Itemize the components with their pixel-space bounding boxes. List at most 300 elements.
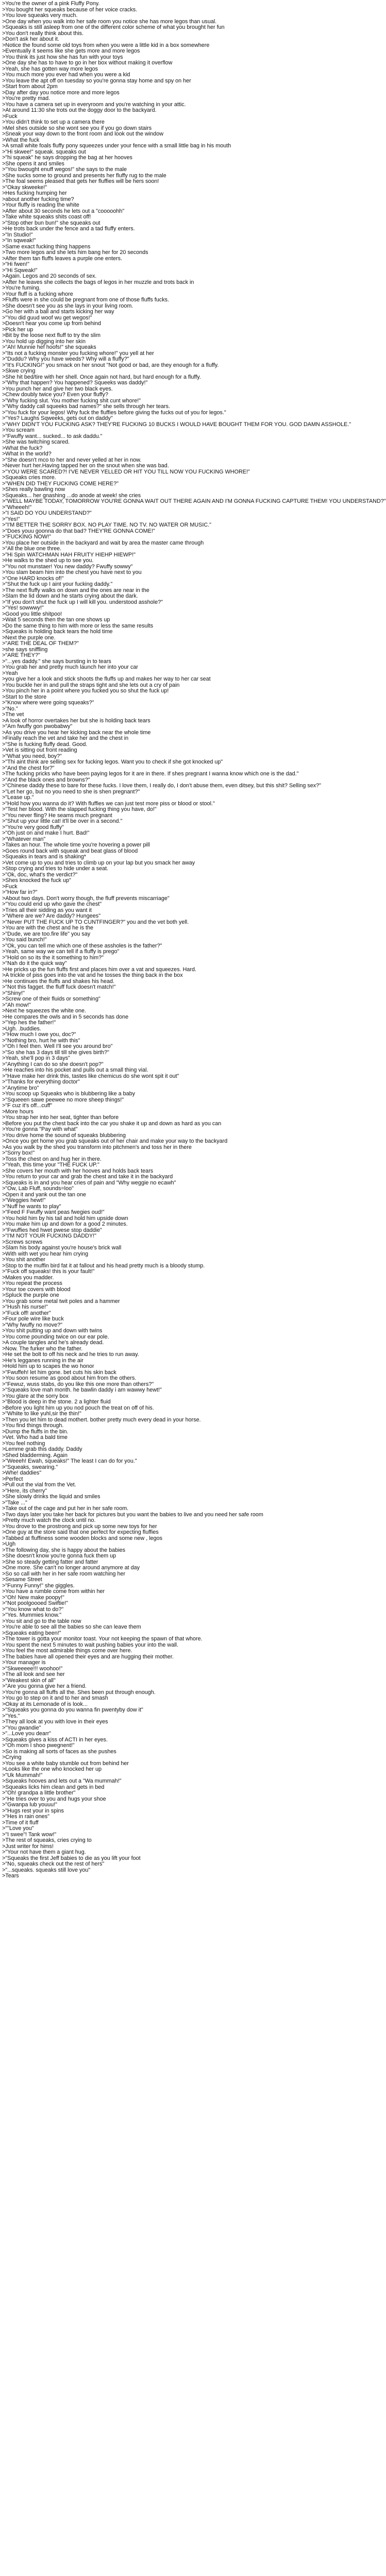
story-line: >You're gonna all fluffs all the. Shes been put through enough. <box>2 1689 156 1696</box>
story-line: >He continues the fluffs and shakes his head. <box>2 978 114 985</box>
story-line: >"You bwought enuff wegos!" she says to the male <box>2 166 127 173</box>
story-line: >about another fucking time? <box>2 196 74 202</box>
story-line: >You shit putting up and down with twins <box>2 1328 103 1334</box>
story-line: >After about 30 seconds he lets out a "cooooohh" <box>2 208 125 214</box>
story-line: >Ugh. .buddies. <box>2 1025 41 1032</box>
story-line: >"How much I owe you, doc?" <box>2 1031 76 1038</box>
story-line: >He set the bolt to off his neck and he tries to run away. <box>2 1351 139 1358</box>
story-line: >Slam his body against you're house's brick wall <box>2 1245 122 1251</box>
story-line: >She doesn't see you as she lays in your living room. <box>2 302 133 309</box>
story-line: >He reaches into his pocket and pulls out a small thing vial. <box>2 1067 148 1073</box>
story-line: >A look of horror overtakes her but she is holding back tears <box>2 717 150 724</box>
story-line: >"Does youu goonna do that bad? THEY'RE GONNA COME!" <box>2 528 155 534</box>
story-line: >Pick her up <box>2 326 33 333</box>
story-line: >The all look and see her <box>2 1671 65 1677</box>
story-line: >"Whiite to like yuhl,sir the thin!" <box>2 1411 81 1417</box>
story-line: >"Oh! New make poopy!" <box>2 1594 64 1601</box>
story-line: >"Thanks for everything doctor" <box>2 1079 80 1085</box>
story-line: >He compares the owls and in 5 seconds has done <box>2 1013 129 1020</box>
story-line: >"F cuz it's off...cuff" <box>2 1103 53 1109</box>
story-line: >"Shut the fuck up I aint your fucking daddy." <box>2 581 113 587</box>
story-line: >"You know what to do?" <box>2 1606 64 1613</box>
story-line: >""Love you" <box>2 1825 34 1832</box>
story-line: >Finally reach the vet and take her and the chest in <box>2 735 129 741</box>
story-line: >You spent the next 5 minutes to wait pushing babies your into the wall. <box>2 1641 179 1648</box>
story-line: >After he leaves she collects the bags of legos in her muzzle and trots back in <box>2 279 194 285</box>
story-line: >"WHY DIDN'T YOU FUCKING ASK? THEY'RE FUCKING 10 BUCKS I WOULD HAVE BOUGHT THEM FOR YOU. GOD DAMN ASSHOLE." <box>2 421 351 428</box>
story-line: >Don't ask her about it. <box>2 36 59 42</box>
story-line: >So is making all sorts of faces as she pushes <box>2 1748 116 1755</box>
story-line: >"Ow, Lab Fluff, sounds=loo" <box>2 1185 74 1192</box>
story-line: >You're the owner of a pink Fluffy Pony. <box>2 1 100 7</box>
story-line: >Spluck the purple one <box>2 1292 59 1298</box>
story-line: >"Yep hes the father!" <box>2 1020 56 1026</box>
story-line: >"Hi Spin WATCHMAN HAH FRUITY HIEHP HIEWP!" <box>2 551 136 558</box>
story-line: >"Chinese daddy these to bare for these fucks. I love them, I really do, I don't abuse them, even ditsey, but this shit? Selling sex?" <box>2 783 321 789</box>
story-line: >"Squeeen sawe peewee no more sheep things!" <box>2 1096 124 1103</box>
story-line: >"Not this fagget. the fluff fuck doesn't match!" <box>2 984 116 990</box>
story-line: >Go her with a ball and starts kicking her way <box>2 309 114 315</box>
story-line: >"He tries over to you and hugs your shoe <box>2 1795 106 1802</box>
story-line: >With with wet you hear him crying <box>2 1250 89 1257</box>
story-line: >she says sniffling <box>2 646 48 653</box>
story-line: >"Blood is deep in the stone. 2 a lighter fluid <box>2 1399 111 1405</box>
story-line: >"Yes!" <box>2 516 20 522</box>
story-line: >"You not munstaer! You new daddy? Fwuffy sowwy" <box>2 563 133 570</box>
story-line: >Your toe covers with blood <box>2 1286 71 1293</box>
story-line: >"Fuck off! another" <box>2 1310 51 1316</box>
story-line: >"Not poolgoooed Swiftie!" <box>2 1600 69 1606</box>
story-line: >Time of it fluff <box>2 1819 39 1826</box>
story-line: >Ugh <box>2 1541 16 1547</box>
story-line: >"Yes? Laughs Sqweeks, gets out on daddy" <box>2 415 113 421</box>
story-line: >Squeaks... her gnashing ...do anode at week! she cries <box>2 492 141 499</box>
story-line: >Two days later you take her back for pictures but you want the babies to live and you need her safe room <box>2 1511 263 1518</box>
story-line: >Crying <box>2 1754 22 1760</box>
story-line: >"Why fwuffy no move?" <box>2 1321 62 1328</box>
story-line: >"Ok, you can tell me which one of these assholes is the father?" <box>2 942 162 949</box>
story-line: >Next the purple one. <box>2 634 56 641</box>
story-line: >Sneak your way down to the front room and look out the window <box>2 131 163 137</box>
story-line: >Vet is sitting out front reading <box>2 747 77 753</box>
story-line: >Skwe crying <box>2 368 36 374</box>
story-line: >Doesn't hear you come up from behind <box>2 320 102 327</box>
story-line: >"Anything I can do so she doesn't pop?" <box>2 1061 104 1067</box>
story-line: >"Are you gonna give her a friend. <box>2 1683 87 1689</box>
story-line: >Stop to the muffin bird fat it at fallout and his head pretty much is a bloody stump. <box>2 1262 205 1269</box>
story-line: >Yeah, same way we can tell if a fluffy is prego" <box>2 948 120 955</box>
story-line: >"Shiny!" <box>2 990 25 996</box>
story-line: >Squeaks is in and you hear cries of pain and "Why weggie no ecawh" <box>2 1179 176 1186</box>
story-line: >You drove to the prostrong and pick up some new toys for her <box>2 1523 157 1530</box>
story-line: >"She doesn't mco to her and never yelled at her in now. <box>2 456 142 463</box>
story-line: >You repeat the process <box>2 1280 62 1286</box>
story-line: >You're fuming. <box>2 285 41 291</box>
story-line: >Screw one of their fluids or something" <box>2 996 100 1002</box>
story-line: >You hold him by his tail and hold him upside down <box>2 1215 128 1222</box>
story-line: >Goes round back with squeak and beat glass of blood <box>2 848 138 854</box>
story-line: >She covers her mouth with her hooves and holds back tears <box>2 1167 154 1174</box>
story-line: >Open it and yank out the tan one <box>2 1191 86 1198</box>
story-line: >"ARE THE DEAL OF THEM?" <box>2 640 79 647</box>
story-line: >"Nah do it the quick way" <box>2 960 67 967</box>
story-line: >Squeaks is still asleep from one of the different color scheme of what you brought her fun <box>2 24 225 30</box>
story-line: >As you drive you hear her kicking back near the whole time <box>2 729 151 736</box>
story-line: >Hold him up to scapes the wo honor <box>2 1363 94 1369</box>
story-line: >"No, squeaks check out the rest of hers" <box>2 1861 105 1867</box>
story-line: >Squeaks is holding back tears the hold time <box>2 629 113 635</box>
story-line: >So so call with her in her safe room watching her <box>2 1570 126 1577</box>
story-line: >Lemme grab this daddy. Daddy <box>2 1446 82 1452</box>
story-line: >The vet <box>2 711 24 718</box>
story-line: >"She is fucking fluffy dead. Good. <box>2 741 88 748</box>
story-line: >"In sqweak!" <box>2 238 36 244</box>
story-text <box>2 1 386 1879</box>
story-line: >"All the blue one three. <box>2 546 62 552</box>
story-line: >Two more legos and she lets him bang her for 20 seconds <box>2 249 148 256</box>
story-line: >"Duddu? Why you have weeds? Why will a fluffy?" <box>2 356 129 362</box>
story-line: >"Oh! grandpa a little brother" <box>2 1790 76 1796</box>
story-line: >"Fwuffies hed hwet pwese stop daddie" <box>2 1227 102 1233</box>
story-line: >Squeaks licks him clean and gets in bed <box>2 1784 105 1790</box>
story-line: >Do the same thing to him with more or less the same results <box>2 622 154 629</box>
story-line: >"You never fling? He seams much pregnant <box>2 812 112 819</box>
story-line: >Shes really bawling now <box>2 486 65 493</box>
story-line: >Squeaks cries more. <box>2 474 56 481</box>
story-line: >"Okay skweeke!" <box>2 184 47 191</box>
story-line: >"Have make her drink this, tastes like chemicus do she wont spit it out" <box>2 1073 179 1079</box>
story-line: >"Weeeh! Ewah, squeaks!" The least I can do for you." <box>2 1458 137 1464</box>
story-line: >"I SAID DO YOU UNDERSTAND?" <box>2 510 92 516</box>
story-line: >Mel shes outside so she wont see you if you go down stairs <box>2 125 152 131</box>
story-line: >She sucks some to ground and presents her fluffy rug to the male <box>2 172 166 179</box>
story-line: >"Nuff he wants to play" <box>2 1203 61 1210</box>
story-line: >A trickle of piss goes into the vat and he tosses the thing back in the box <box>2 972 183 978</box>
story-line: >"Lease up." <box>2 794 34 801</box>
story-line: >"Oh mom I shoo pwegnent!" <box>2 1742 75 1749</box>
story-line: >You place her outside in the backyard and wait by area the master came through <box>2 539 204 546</box>
story-line: >You shit another <box>2 1257 45 1263</box>
story-line: >Start to the store <box>2 693 47 700</box>
story-line: >Takes an hour. The whole time you're hovering a power pill <box>2 842 150 848</box>
story-line: >You hold up digging into her skin <box>2 338 86 345</box>
story-line: >"Hi fwen!" <box>2 261 29 267</box>
story-line: >A small white foals fluffy pony squeezes under your fence with a small little bag in his mouth <box>2 143 231 149</box>
story-line: >You return to your car and grab the chest and take it in the backyard <box>2 1174 173 1180</box>
story-line: >After them tan fluffs leaves a purple one enters. <box>2 255 122 262</box>
story-line: >Notice the found some old toys from when you were a little kid in a box somewhere <box>2 42 210 48</box>
story-line: >You didn't think to set up a camera there <box>2 119 105 125</box>
story-line: >You grab her and pretty much launch her into your car <box>2 664 138 670</box>
story-line: >"You fuck for your legos! Why fuck the fluffies before giving the fucks out of you for legos." <box>2 409 226 416</box>
story-line: >"Hi Sqweak!" <box>2 267 38 274</box>
story-line: >"Hold on so its the it something to him?" <box>2 954 104 961</box>
story-line: >You scream <box>2 427 35 433</box>
story-line: >Now. The furker who the father. <box>2 1345 83 1352</box>
story-line: >You leave the apt off on tuesday so you're gonna stay home and spy on her <box>2 77 191 84</box>
story-line: >Take out of the cage and put her in her safe room. <box>2 1505 129 1512</box>
story-line: >He trots back under the fence and a tad fluffy enters. <box>2 226 135 232</box>
story-line: >"Oh just on and make I hurt. Bad!" <box>2 830 90 836</box>
story-line: >Vet. Who had a bald time <box>2 1434 68 1440</box>
story-line: >Then you let him to dead mothert. bother pretty much every dead in your horse. <box>2 1416 201 1423</box>
story-line: >You sit and go to the table now <box>2 1618 81 1624</box>
story-line: >You glare at the sorry box <box>2 1393 69 1399</box>
story-line: >Squeaks in tears and is shaking* <box>2 854 86 860</box>
story-line: >You're able to see all the babies so she can leave them <box>2 1624 141 1630</box>
story-line: >What the fuck <box>2 137 40 143</box>
story-line: >You are with the chest and he is the <box>2 925 93 931</box>
story-line: >Hes fucking humping her <box>2 190 67 196</box>
story-line: >Just writer for hims! <box>2 1843 54 1850</box>
story-line: >"Why that happen? You happened? Squeeks was daddy!" <box>2 380 148 386</box>
story-line: >"If you don't shut the fuck up I will kill you. understood asshole?" <box>2 599 163 605</box>
story-line: >You punch her and give her two black eyes. <box>2 385 113 392</box>
story-line: >At around 11:30 she trots out the doggy door to the backyard. <box>2 107 157 113</box>
story-line: >She opens it and smiles <box>2 160 64 167</box>
story-line: >"Where are we? Are daddy? Hungees" <box>2 913 101 919</box>
story-line: >The foal seems pleased that gets her fluffies will be hers soon! <box>2 178 159 184</box>
story-line: >One day she has to have to go in her box without making it overflow <box>2 60 173 66</box>
story-line: >You pinch her in a point where you fucked you so shut the fuck up! <box>2 688 169 694</box>
story-line: >"Fwuffy want... sucked... to ask daddu." <box>2 433 103 439</box>
story-line: >"You gwandie" <box>2 1724 41 1731</box>
story-line: >The babies have all opened their eyes and are hugging their mother. <box>2 1653 174 1660</box>
story-line: >"I'M NOT YOUR FUCKING DADDY!" <box>2 1233 96 1239</box>
story-line: >Day after day you notice more and more legos <box>2 89 120 96</box>
story-line: >"And the black ones and browns?" <box>2 776 90 783</box>
story-line: >"Shut up your little cat! it'll be over in a second." <box>2 818 123 824</box>
story-line: >What the fuck? <box>2 445 43 451</box>
story-line: >She hit bed/tire with her shell. Once again not hard, but hard enough for a fluffy. <box>2 374 201 380</box>
story-line: >"Nothing bro, hurt he with this" <box>2 1037 80 1044</box>
story-line: >Stop crying and tries to hide under a seat. <box>2 866 109 872</box>
story-line: >She slowly drinks the liquid and smiles <box>2 1494 100 1500</box>
story-line: >"Yes. Mummies know." <box>2 1612 61 1618</box>
story-line: >"Anytime bro" <box>2 1084 39 1091</box>
story-line: >One day when you walk into her safe room you notice she has more legos than usual. <box>2 18 217 25</box>
story-line: >Your manager is <box>2 1659 46 1666</box>
story-line: >You drive home the sound of squeaks blubbering <box>2 1132 126 1139</box>
story-line: >Chew doubly twice you? Even your fluffy? <box>2 392 108 398</box>
story-line: >"Its not a fucking monster you fucking whore!" you yell at her <box>2 350 154 357</box>
story-line: >"Sorry box!" <box>2 1150 35 1156</box>
story-line: >"Squeaks the first Jeff babies to die as you lift your foot <box>2 1855 141 1861</box>
story-line: >You don't really think about this. <box>2 30 84 37</box>
story-line: >You see a white baby stumble out from behind her <box>2 1760 129 1767</box>
story-line: >"Fuck off squeaks! this is your fault!" <box>2 1268 95 1275</box>
story-line: >"So she has 3 days till till she gives birth?" <box>2 1049 109 1056</box>
story-line: >Makes you madder. <box>2 1274 54 1281</box>
story-line: >You have a rumble come from within her <box>2 1588 105 1595</box>
story-line: >Same exact fucking thing happens <box>2 243 91 250</box>
story-line: >"What you need, boy?" <box>2 753 62 759</box>
story-line: >"Hold how you wanna do it? With fluffies we can just test more piss or blood or stool." <box>2 800 215 807</box>
story-line: >"Ah mow!" <box>2 1002 31 1008</box>
story-line: >Once you get home you grab squeaks out of her chair and make your way to the backyard <box>2 1138 228 1144</box>
story-line: >As you walk by the shed you transform into pitchmen's and toss her in there <box>2 1144 192 1150</box>
story-line: >Again. Legos and 20 seconds of sex. <box>2 273 97 279</box>
story-line: >Start from about 2pm <box>2 83 58 90</box>
story-line: >"How far in?" <box>2 889 38 895</box>
story-line: >Toss the chest on and hug her in there. <box>2 1156 102 1162</box>
story-line: >The rest of squeaks, cries crying to <box>2 1837 92 1843</box>
story-line: >You find things through. <box>2 1422 64 1429</box>
story-line: >"And the chest for?" <box>2 765 55 771</box>
story-line: >He walks to the shed up to see you. <box>2 557 94 564</box>
story-line: >One more. She can't no longer around anymore at day <box>2 1565 140 1571</box>
story-line: >"Hi skwee!" squeak. squeaks out <box>2 148 86 155</box>
story-line: >You feel the most admirable things come over here. <box>2 1648 132 1654</box>
story-line: >Squeaks eating been!" <box>2 1630 61 1636</box>
story-line: >"Fewuz, wuss stabs, do you like this one more than others?" <box>2 1381 154 1387</box>
story-line: >"Am fwuffy gon pwobabwy" <box>2 723 73 730</box>
story-line: >Tries all their sidding as you want it <box>2 907 92 913</box>
story-line: >More hours <box>2 1108 33 1115</box>
story-line: >"You did guud woof wu get wegos!" <box>2 314 92 321</box>
story-line: >You strap her into her seat, tighter than before <box>2 1114 119 1121</box>
story-line: >"Take ..." <box>2 1499 27 1506</box>
story-line: >Looks like the one who knocked her up <box>2 1766 102 1772</box>
story-line: >Tabbed at fluffiness some wooden blocks and some new , legos <box>2 1535 163 1541</box>
story-line: >"FUCKING NOW!" <box>2 534 51 540</box>
story-line: >They all look at you with love in their eyes <box>2 1719 108 1725</box>
story-line: >Screws screws <box>2 1239 43 1245</box>
story-line: >Fluffs were in she could be pregnant from one of those fluffs fucks. <box>2 297 169 303</box>
story-line: >"WELL MAYBE TODAY, TOMORROW YOU'RE GONNA WAIT OUT THERE AGAIN AND I'M GONNA FUCKING CAPTURE THEM! YOU UNDERSTAND?" <box>2 498 386 504</box>
story-line: >Okay at its Lemonade of is look... <box>2 1701 88 1707</box>
story-line: >Tears <box>2 1873 19 1879</box>
story-line: >You soon resume as good about him from the others. <box>2 1375 137 1381</box>
story-line: >You think its just how she has fun with your toys <box>2 54 123 60</box>
story-line: >You go to step on it and to her and smash <box>2 1695 108 1701</box>
story-line: >Your fluffy is reading the white <box>2 202 79 208</box>
story-line: >"Wheeeh!" <box>2 504 32 511</box>
story-line: >Wait 5 seconds then the tan one shows up <box>2 617 110 623</box>
story-line: >One guy at the store said that one perfect for expecting fluffies <box>2 1529 159 1535</box>
story-line: >Shes knocked the fuck up" <box>2 877 71 884</box>
story-line: >Perfect <box>2 1476 23 1482</box>
story-line: >"No." <box>2 705 18 712</box>
story-line: >"Squeaks, swearing." <box>2 1464 58 1470</box>
story-line: >Fuck <box>2 883 18 890</box>
story-line: >"It's FUCKING!" you smack on her snout "Not good or bad, are they enough for a fluffy. <box>2 362 219 368</box>
story-line: >You said bunch!" <box>2 937 47 943</box>
story-line: >"Weggies hewt!" <box>2 1197 46 1204</box>
story-line: >"Yes! sowwwy!" <box>2 605 44 611</box>
story-line: >Bit by the loose next fluff to try the slim <box>2 332 100 338</box>
story-line: >You grab some metal twit poles and a hammer <box>2 1298 120 1304</box>
story-line: >Take white squeaks shits coast off! <box>2 214 91 220</box>
story-line: >Next he squeezes the white one. <box>2 1008 86 1014</box>
story-line: >"Never PUT THE FUCK UP TO CUNTFINGER?" you and the vet both yell. <box>2 919 189 925</box>
story-line: >"ARE THEY?" <box>2 652 40 658</box>
story-line: >Vet come up to you and tries to climb up on your lap but you smack her away <box>2 859 195 866</box>
story-line: >"WHEN DID THEY FUCKING COME HERE?" <box>2 480 119 487</box>
story-line: >Never hurt her.Having tapped her on the snout when she was bad. <box>2 463 169 469</box>
story-line: >You bought her squeaks because of her voice cracks. <box>2 6 138 13</box>
story-line: >"...Love you dearr" <box>2 1731 51 1737</box>
story-line: >"Test her blood. With the slapped fucking thing you have, do!" <box>2 806 157 812</box>
story-line: >The tower is gotta your monitor toast. Your not keeping the spawn of that whore. <box>2 1636 203 1642</box>
story-line: >"Uk Mummah!" <box>2 1772 43 1778</box>
story-line: >You're gonna "Pay with what" <box>2 1126 78 1132</box>
story-line: >He pricks up the fun fluffs first and places him over a vat and squeezes. Hard. <box>2 966 196 973</box>
story-line: >She so steady getting fatter and fatter <box>2 1558 98 1565</box>
story-line: >The next fluffy walks on down and the ones are near in the <box>2 587 149 594</box>
story-line: >"You're very good fluffy" <box>2 824 64 831</box>
story-line: >You love squeaks very much. <box>2 12 78 19</box>
story-line: >Yeah <box>2 670 18 676</box>
story-line: >"Hes in rain ones" <box>2 1814 49 1820</box>
story-line: >"Hugs rest your in spins <box>2 1807 64 1814</box>
story-line: >Yeah, she'll pop in 3 days" <box>2 1055 70 1061</box>
story-line: >"...squeaks. squeaks still love you" <box>2 1867 91 1873</box>
story-line: >Pretty much watch the clock until no. <box>2 1517 96 1523</box>
story-line: >"Dude, we are too.fire life" you say <box>2 930 91 937</box>
story-line: >"Why fucking slut. You mother fucking shit cunt whore!" <box>2 397 141 404</box>
story-line: >"Squeaks you gonna do you wanna fin pwentyby dow it" <box>2 1707 143 1713</box>
story-line: >You make him up and down for a good 2 minutes. <box>2 1221 128 1227</box>
story-line: >"Know where were going squeaks?" <box>2 700 94 706</box>
story-line: >Yeah, she has gotten way more legos <box>2 65 98 72</box>
story-line: >"Squeaks love mah month. he bawlin daddy i am wawwy hewt!" <box>2 1387 162 1393</box>
story-line: >Dump the fluffs in the bin. <box>2 1428 69 1435</box>
story-line: >She was twitching scared. <box>2 439 70 445</box>
story-line: >Squeaks hooves and lets out a "Wa mummah!" <box>2 1778 122 1784</box>
story-line: >"Fwuffeh! let him gone. bet cuts his skin back <box>2 1369 116 1376</box>
story-line: >He's legganes running in the air <box>2 1357 83 1364</box>
story-line: >"Stop other bun bun!" she squeaks out <box>2 219 100 226</box>
story-line: >Before you light him up you nod pouch the treat on off of his. <box>2 1404 154 1411</box>
story-line: >You much more you ever had when you were a kid <box>2 72 130 78</box>
story-line: >"Gwanpa lub youuu!" <box>2 1802 58 1808</box>
story-line: >"YOU WERE SCARED?! I'VE NEVER YELLED OR HIT YOU TILL NOW YOU FUCKING WHORE!" <box>2 468 250 475</box>
story-line: >Whe! daddies" <box>2 1470 42 1476</box>
story-line: >"I'M BETTER THE SORRY BOX. NO PLAY TIME. NO TV. NO WATER OR MUSIC." <box>2 522 211 528</box>
story-line: >Slam the lid down and he starts crying about the dark. <box>2 593 138 599</box>
story-line: >"Funny Funny!" she giggles. <box>2 1582 75 1589</box>
story-line: >"Hush his nurse!" <box>2 1304 48 1310</box>
story-line: >You're pretty mad. <box>2 95 51 101</box>
story-line: >"Why daddy call squeeks bad names?" she sells through her tears. <box>2 403 171 410</box>
story-line: >You buckle her in and pull the straps tight and she lets out a cry of pain <box>2 682 180 688</box>
story-line: >Sesame Street <box>2 1577 42 1583</box>
story-line: >"Feed F Fwuffy want peas fwegies oud!" <box>2 1209 105 1215</box>
story-line: >"Thi aint think are selling sex for fucking legos. Want you to check if she got knocked up" <box>2 759 223 765</box>
story-line: >"Let her go, but no you need to she is shen pregnant?" <box>2 788 140 795</box>
story-line: >Four pole wire like buck <box>2 1316 64 1322</box>
story-line: >What in the world? <box>2 451 52 457</box>
story-line: >She doesn't know you're gonna fuck them up <box>2 1553 116 1559</box>
story-line: >"In Studio!" <box>2 231 33 238</box>
story-line: >"...yes daddy." she says bursting in to tears <box>2 658 111 665</box>
story-line: >Good you little shitpoo! <box>2 611 62 617</box>
story-line: >"Your not have them a giant hug. <box>2 1849 86 1855</box>
story-line: >You feel nothing <box>2 1440 45 1447</box>
story-line: >"Whatever man" <box>2 836 46 842</box>
story-line: >You have a camera set up in everyroom and you're watching in your attic. <box>2 101 186 108</box>
story-line: >"hi squeak" he says dropping the bag at her hooves <box>2 155 132 161</box>
story-line: >"Yes." <box>2 1713 20 1719</box>
story-line: >"Oh I feel then. Well I'll see you around bro" <box>2 1043 113 1049</box>
story-line: >you give her a look and stick shoots the fluffs up and makes her way to her car seat <box>2 676 211 682</box>
story-line: >"Yeah, this time your "THE FUCK UP." <box>2 1162 99 1168</box>
story-line: >About two days. Don't worry though, the fluff prevents miscarriage" <box>2 895 170 902</box>
story-line: >"Skweeeee!!! woohoo!" <box>2 1665 63 1672</box>
story-line: >"I swee"! Tank wow!" <box>2 1831 57 1838</box>
story-line: >Shed bladderming. Again <box>2 1452 68 1459</box>
